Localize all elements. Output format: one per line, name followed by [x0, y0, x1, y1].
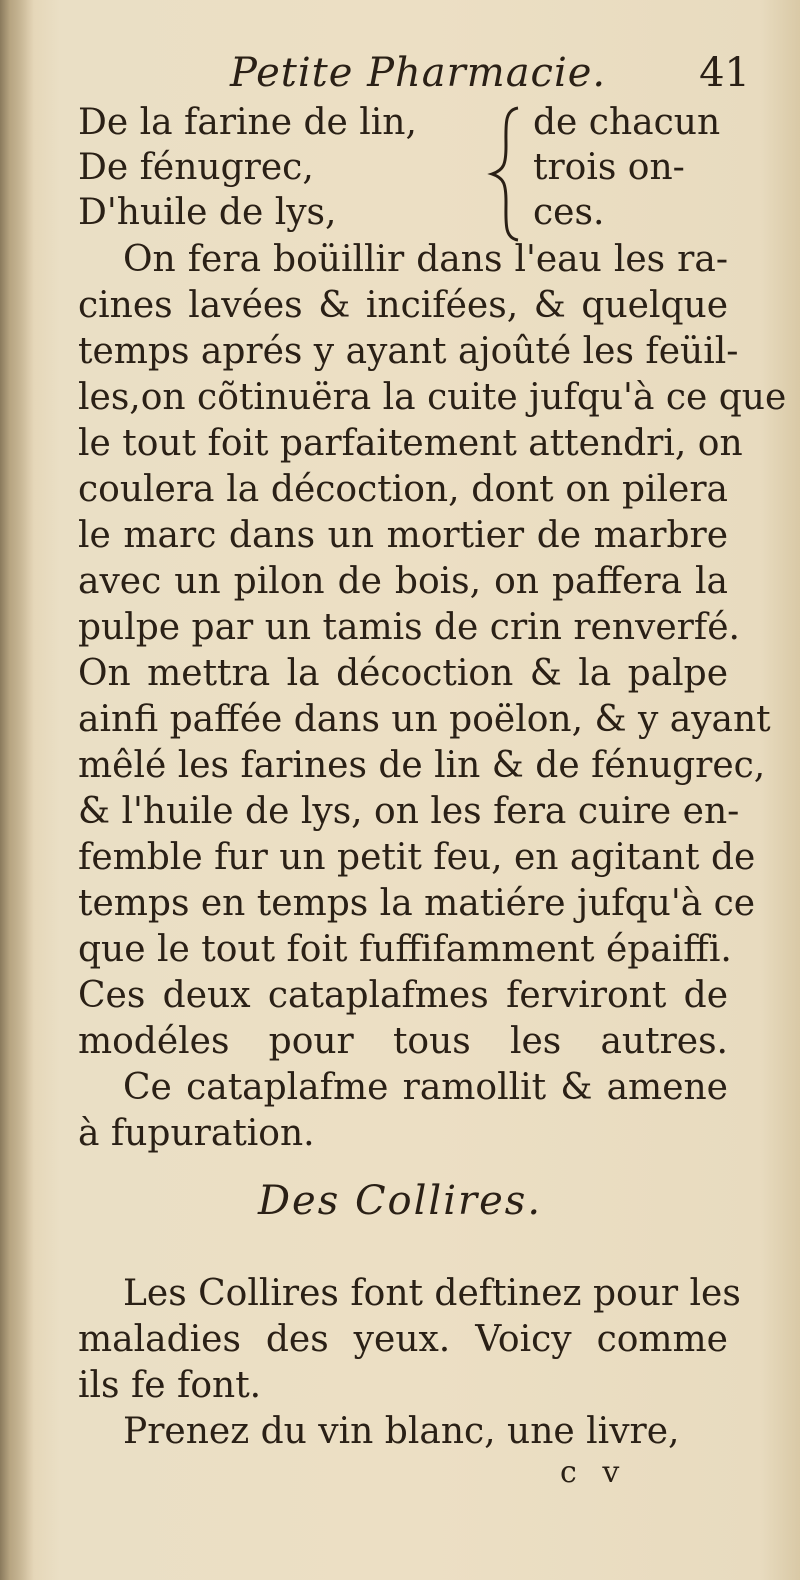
paragraph: [78, 237, 787, 651]
paragraph: [78, 651, 771, 1065]
paragraph: [78, 1409, 728, 1455]
text-line: & l'huile de lys, on les fera cuire en-: [78, 791, 740, 832]
paragraph: [78, 1271, 741, 1409]
ingredient-item: De fénugrec,: [78, 147, 314, 188]
text-line: maladies des yeux. Voicy comme: [78, 1319, 728, 1360]
text-line: femble fur un petit feu, en agitant de: [78, 837, 756, 878]
text-line: On fera boüillir dans l'eau les ra-: [123, 239, 728, 280]
page-header: [80, 50, 750, 106]
page-number: 41: [699, 50, 750, 96]
text-line: On mettra la décoction & la palpe: [78, 653, 728, 694]
text-line: cines lavées & incifées, & quelque: [78, 285, 728, 326]
ingredient-item: D'huile de lys,: [78, 192, 337, 233]
section-body-text: [78, 1271, 741, 1455]
quantity-line: ces.: [533, 192, 605, 233]
ingredient-list: [78, 100, 758, 250]
text-line: mêlé les farines de lin & de fénugrec,: [78, 745, 766, 786]
text-line: que le tout foit fuffifamment épaiffi.: [78, 929, 732, 970]
quantity-line: trois on-: [533, 147, 685, 188]
text-line: Ces deux cataplafmes ferviront de: [78, 975, 728, 1016]
catchword: c v: [560, 1455, 628, 1490]
text-line: coulera la décoction, dont on pilera: [78, 469, 728, 510]
text-line: pulpe par un tamis de crin renverfé.: [78, 607, 740, 648]
text-line: avec un pilon de bois, on paffera la: [78, 561, 728, 602]
text-line: les,on cõtinuëra la cuite jufqu'à ce que: [78, 377, 787, 418]
running-title: Petite Pharmacie.: [230, 50, 607, 96]
body-text: [78, 237, 787, 1157]
text-line: le marc dans un mortier de marbre: [78, 515, 728, 556]
text-line: temps en temps la matiére jufqu'à ce: [78, 883, 756, 924]
text-line: modéles pour tous les autres.: [78, 1021, 728, 1062]
text-line: le tout foit parfaitement attendri, on: [78, 423, 743, 464]
text-line: Prenez du vin blanc, une livre,: [123, 1411, 680, 1452]
quantity-note: [533, 100, 763, 235]
text-line: ainfi paffée dans un poëlon, & y ayant: [78, 699, 771, 740]
quantity-line: de chacun: [533, 102, 721, 143]
paragraph: [78, 1065, 728, 1157]
text-line: temps aprés y ayant ajoûté les feüil-: [78, 331, 739, 372]
text-line: ils fe font.: [78, 1365, 262, 1406]
section-heading: Des Collires.: [257, 1178, 543, 1224]
brace-icon: [486, 106, 526, 242]
ingredient-item: De la farine de lin,: [78, 102, 417, 143]
ingredient-items: [78, 100, 448, 235]
text-line: Les Collires font deftinez pour les: [123, 1273, 741, 1314]
text-line: Ce cataplafme ramollit & amene: [123, 1067, 728, 1108]
binding-shadow: [0, 0, 34, 1580]
text-line: à fupuration.: [78, 1113, 315, 1154]
